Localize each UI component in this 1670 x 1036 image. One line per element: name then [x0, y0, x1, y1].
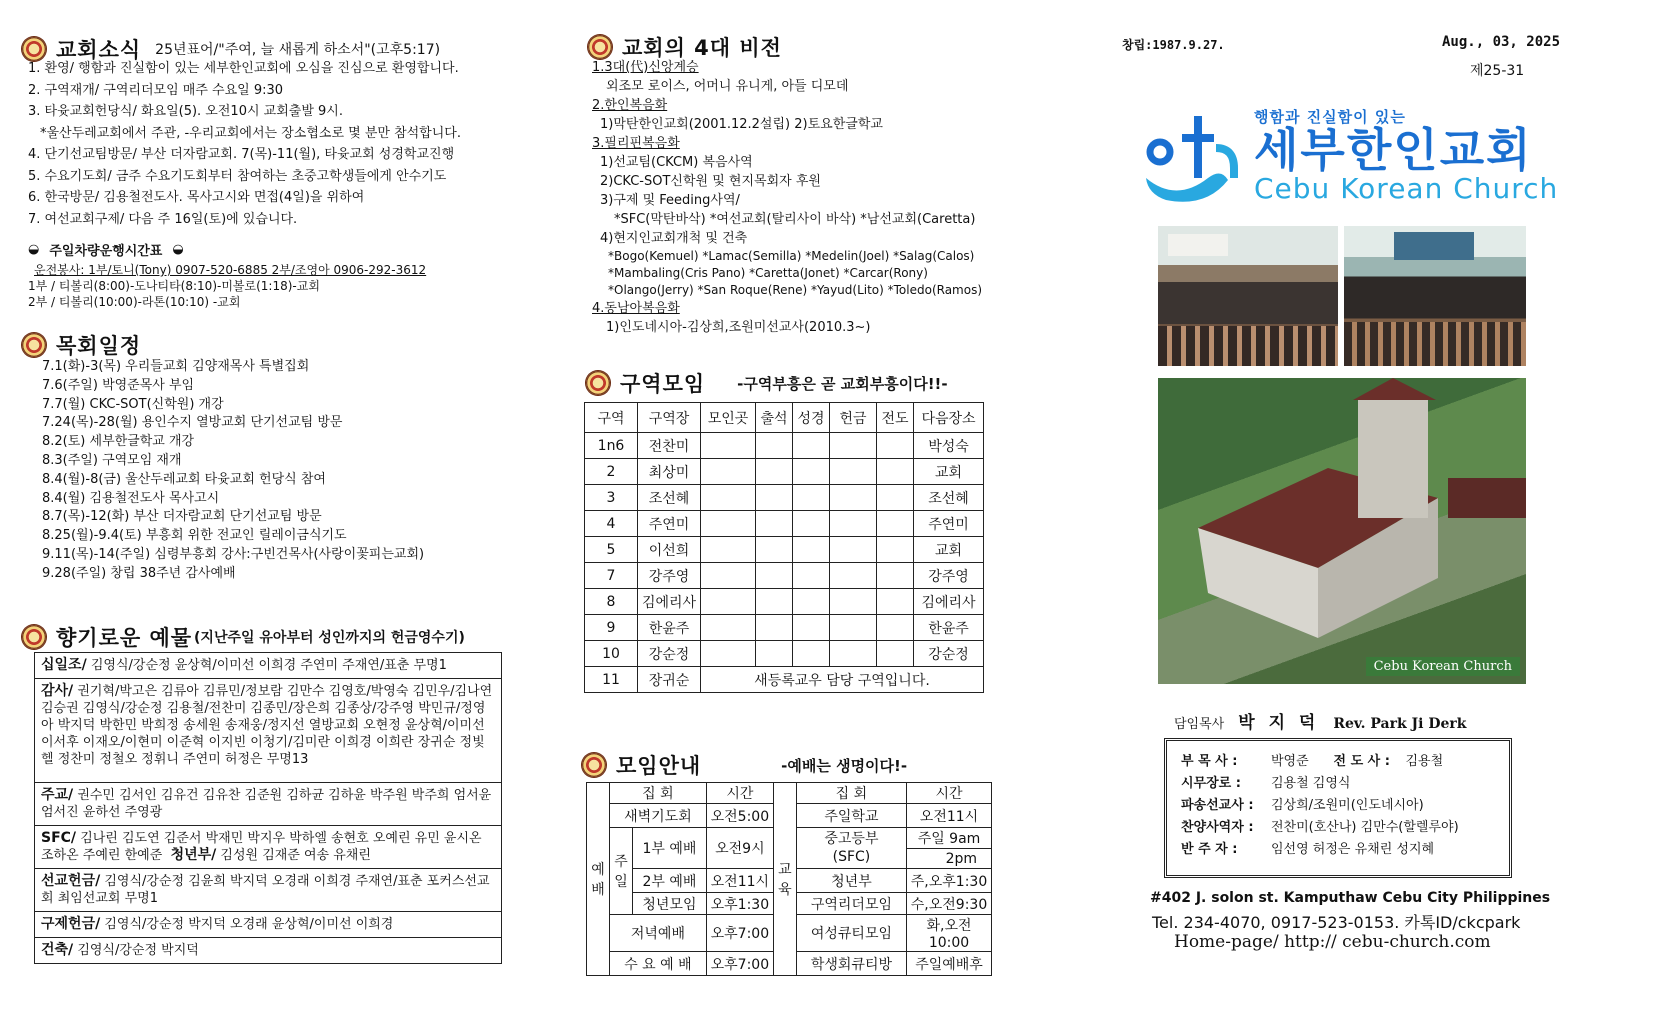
meeting-name: 2부 예배: [633, 869, 707, 893]
table-row: [35, 783, 502, 826]
table-row: [585, 537, 984, 563]
group-next-place: 교회: [914, 537, 984, 563]
logo-tagline: 행함과 진실함이 있는: [1254, 108, 1406, 126]
list-item: 7.7(월) CKC-SOT(신학원) 개강: [42, 396, 224, 412]
staff-role: 전 도 사 :: [1333, 754, 1390, 769]
meeting-name: 중고등부 (SFC): [796, 828, 906, 869]
group-next-place: 교회: [914, 459, 984, 485]
staff-row: [1181, 795, 1495, 817]
column-header: 구역장: [638, 403, 701, 433]
issue-date: Aug., 03, 2025: [1442, 34, 1561, 50]
group-leader: 이선희: [638, 537, 701, 563]
staff-name: 박영준: [1271, 754, 1309, 769]
pastor-label: 담임목사: [1174, 717, 1225, 732]
list-item: 8.4(월) 김용철전도사 목사고시: [42, 490, 220, 506]
meeting-time: 오후7:00: [706, 952, 773, 976]
meeting-name: 새벽기도회: [610, 804, 707, 828]
meeting-name: 저녁예배: [610, 915, 707, 952]
meeting-time: 주일 9am: [907, 828, 992, 849]
list-item: 9.11(목)-14(주일) 심령부흥회 강사:구빈건목사(사랑이꽃피는교회): [42, 546, 425, 562]
column-header: 모인곳: [701, 403, 756, 433]
staff-row: [1181, 817, 1495, 839]
photo-detail: [1394, 232, 1474, 260]
meetings-slogan: -예배는 생명이다!-: [781, 756, 908, 775]
meeting-time: 오후7:00: [706, 915, 773, 952]
group-next-place: 주연미: [914, 511, 984, 537]
meeting-name: 수 요 예 배: [610, 952, 707, 976]
vision-sub: *Olango(Jerry) *San Roque(Rene) *Yayud(Lito) *Toledo(Ramos): [608, 283, 983, 297]
staff-role: 파송선교사 :: [1181, 798, 1254, 813]
meeting-name: 1부 예배: [633, 828, 707, 869]
column-header: 집 회: [610, 783, 707, 804]
meetings-title: 모임안내: [616, 754, 702, 778]
column-header: 집 회: [796, 783, 906, 804]
staff-name: 김상희/조원미(인도네시아): [1271, 798, 1424, 813]
group-leader: 전찬미: [638, 433, 701, 459]
bus-route-2: 2부 / 티볼리(10:00)-라톤(10:10) -교회: [28, 295, 241, 309]
meeting-name: 청년부: [796, 869, 906, 893]
pastor-line: [1174, 708, 1466, 733]
bus-title: 주일차량운행시간표: [49, 244, 163, 259]
offering-label: 구제헌금/: [41, 916, 101, 932]
logo-name-en: Cebu Korean Church: [1254, 172, 1559, 205]
vision-head: 2.한인복음화: [592, 98, 668, 113]
column-header: 시간: [907, 783, 992, 804]
offering-names: 김성원 김재준 여송 유채린: [220, 848, 371, 863]
staff-row: [1181, 751, 1495, 773]
bus-header: [28, 240, 184, 259]
homepage-link[interactable]: Home-page/ http:// cebu-church.com: [1174, 932, 1491, 952]
column-header: 출석: [756, 403, 793, 433]
table-row: [35, 869, 502, 912]
medal-icon: [588, 35, 612, 59]
group-leader: 강순정: [638, 641, 701, 667]
group-note: 새등록교우 담당 구역입니다.: [701, 667, 984, 693]
vision-sub: *SFC(막탄바삭) *여선교회(탈리사이 바삭) *남선교회(Caretta): [614, 212, 976, 227]
bus-route-1: 1부 / 티볼리(8:00)-도나티타(8:10)-미볼로(1:18)-교회: [28, 279, 320, 293]
vision-sub: 외조모 로이스, 어머니 유니게, 아들 디모데: [606, 79, 849, 94]
list-item: 7.6(주일) 박영준목사 부임: [42, 377, 195, 393]
offering-label: 청년부/: [170, 847, 217, 863]
vision-sub: 4)현지인교회개척 및 건축: [600, 231, 748, 246]
vision-sub: 1)선교팀(CKCM) 복음사역: [600, 155, 753, 170]
staff-name: 전찬미(호산나) 김만수(할렐루야): [1271, 820, 1459, 835]
list-item: 9.28(주일) 창립 38주년 감사예배: [42, 565, 236, 581]
offering-table: [34, 652, 502, 964]
group-number: 1n6: [585, 433, 638, 459]
vision-head: 4.동남아복음화: [592, 301, 680, 316]
table-row: [585, 641, 984, 667]
vision-title: 교회의 4대 비전: [622, 36, 782, 60]
table-row: [585, 589, 984, 615]
meeting-time: 오전5:00: [706, 804, 773, 828]
offering-names: 권기혁/박고은 김류아 김류민/정보람 김만수 김영호/박영숙 김민우/김나연 김승권 김영식/강순정 김용철/전찬미 김종민/장은희 김종상/강주영 박민규/정영아 박지덕 박한민 박희정 송세원 송재웅/정지선 열방교회 오현정 윤상혁/이미선 이서후 이재오/이현미 이준혁 이지빈 이청기/김미란 이희경 이희란 장귀순 정빛헬 정찬미 정철오 정휘니 주연미 허정은 무명13: [41, 684, 493, 767]
founded-date: 창립:1987.9.27.: [1122, 38, 1225, 52]
meeting-time: 오전9시: [706, 828, 773, 869]
staff-name: 임선영 허정은 유채린 성지혜: [1271, 842, 1435, 857]
table-row: [585, 485, 984, 511]
list-item: *울산두레교회에서 주관, -우리교회에서는 장소협소로 몇 분만 참석합니다.: [40, 125, 461, 141]
offering-label: SFC/: [41, 830, 77, 846]
group-leader: 한윤주: [638, 615, 701, 641]
staff-role: 시무장로 :: [1181, 776, 1241, 791]
offering-label: 선교헌금/: [41, 873, 101, 889]
meeting-time: 2pm: [907, 849, 992, 869]
vision-sub: *Bogo(Kemuel) *Lamac(Semilla) *Medelin(Joel) *Salag(Calos): [608, 249, 975, 263]
logo-name-ko: 세부한인교회: [1254, 123, 1533, 177]
diamond-icon: ◒: [28, 242, 40, 257]
groups-title: 구역모임: [620, 372, 706, 396]
vision-head: 3.필리핀복음화: [592, 136, 680, 151]
group-number: 11: [585, 667, 638, 693]
group-number: 2: [585, 459, 638, 485]
group-leader: 장귀순: [638, 667, 701, 693]
meeting-time: 오전11시: [907, 804, 992, 828]
column-header: 헌금: [830, 403, 877, 433]
list-item: 8.3(주일) 구역모임 재개: [42, 452, 182, 468]
vision-head: 1.3대(代)신앙계승: [592, 60, 699, 75]
list-item: 5. 수요기도회/ 금주 수요기도회부터 참여하는 초중고학생들에게 안수기도: [28, 168, 447, 184]
meeting-name: 주일학교: [796, 804, 906, 828]
offering-label: 감사/: [41, 683, 74, 699]
pastor-rev: Rev. Park Ji Derk: [1333, 716, 1467, 732]
table-row: [35, 653, 502, 679]
news-list: [28, 58, 538, 230]
issue-number: 제25-31: [1470, 63, 1525, 79]
table-row: [585, 433, 984, 459]
church-building-photo: [1158, 378, 1526, 684]
church-logo-icon: [1136, 108, 1256, 208]
offering-label: 주교/: [41, 787, 74, 803]
photo-detail: [1344, 322, 1526, 366]
photo-caption: Cebu Korean Church: [1366, 657, 1520, 676]
offering-names: 김영식/강순정 김윤희 박지덕 오경래 이희경 주재연/표춘 포커스선교회 최임선교회 무명1: [41, 874, 490, 906]
table-row: [35, 679, 502, 783]
group-number: 5: [585, 537, 638, 563]
staff-name: 김용철: [1405, 754, 1444, 769]
table-row: [585, 459, 984, 485]
bus-drivers: 운전봉사: 1부/토니(Tony) 0907-520-6885 2부/조영아 0906-292-3612: [34, 263, 427, 277]
vision-sub: 2)CKC-SOT신학원 및 현지목회자 후원: [600, 174, 821, 189]
schedule-list: [42, 358, 424, 584]
offering-subtitle: (지난주일 유아부터 성인까지의 헌금영수기): [194, 630, 465, 646]
news-title: 교회소식: [56, 38, 142, 62]
vision-sub: 1)인도네시아-김상희,조원미선교사(2010.3~): [606, 320, 871, 335]
vision-sub: 3)구제 및 Feeding사역/: [600, 193, 740, 208]
table-row: [35, 826, 502, 869]
staff-role: 찬양사역자 :: [1181, 820, 1254, 835]
staff-role: 반 주 자 :: [1181, 842, 1238, 857]
group-number: 7: [585, 563, 638, 589]
column-header: 구역: [585, 403, 638, 433]
group-leader: 주연미: [638, 511, 701, 537]
photo-detail: [1168, 234, 1228, 256]
table-header-row: [587, 783, 992, 804]
meeting-time: 오후1:30: [706, 893, 773, 915]
list-item: 6. 한국방문/ 김용철전도사. 목사고시와 면접(4일)을 위하여: [28, 190, 365, 205]
group-leader: 김에리사: [638, 589, 701, 615]
staff-row: [1181, 839, 1495, 861]
list-item: 2. 구역재개/ 구역리더모임 매주 수요일 9:30: [28, 82, 284, 98]
meeting-time: 수,오전9:30: [907, 893, 992, 915]
group-next-place: 조선혜: [914, 485, 984, 511]
vision-list: [592, 58, 1012, 337]
list-item: 7. 여선교회구제/ 다음 주 16일(토)에 있습니다.: [28, 211, 298, 227]
meeting-name: 청년모임: [633, 893, 707, 915]
table-row: [35, 938, 502, 964]
group-leader: 강주영: [638, 563, 701, 589]
table-row: [585, 615, 984, 641]
column-header: 성경: [793, 403, 830, 433]
news-subtitle: 25년표어/"주여, 늘 새롭게 하소서"(고후5:17): [155, 42, 441, 58]
offering-title: 향기로운 예물: [56, 626, 193, 650]
group-number: 4: [585, 511, 638, 537]
photo-detail: [1158, 326, 1338, 366]
meetings-table: [586, 782, 992, 976]
table-row: [585, 667, 984, 693]
meeting-time: 주일예배후: [907, 952, 992, 976]
list-item: 8.25(월)-9.4(토) 부흥회 위한 전교인 릴레이금식기도: [42, 528, 347, 544]
group-next-place: 박성숙: [914, 433, 984, 459]
list-item: 8.7(목)-12(화) 부산 더자람교회 단기선교팀 방문: [42, 509, 322, 525]
offering-names: 김영식/강순정 박지덕: [77, 943, 199, 958]
list-item: 4. 단기선교팀방문/ 부산 더자람교회. 7(목)-11(월), 타윳교회 성경학교진행: [28, 147, 455, 162]
list-item: 8.2(토) 세부한글학교 개강: [42, 434, 195, 450]
group-next-place: 강순정: [914, 641, 984, 667]
worship-label: 예배: [587, 783, 610, 976]
offering-names: 김나린 김도연 김준서 박재민 박지우 박하엘 송현호 오예린 유민 윤시온 조하온 주예린 한예준: [41, 831, 482, 863]
groups-slogan: -구역부흥은 곧 교회부흥이다!!-: [737, 374, 948, 393]
group-number: 10: [585, 641, 638, 667]
group-number: 3: [585, 485, 638, 511]
schedule-title: 목회일정: [56, 334, 142, 358]
bus-info: [28, 262, 426, 310]
medal-icon: [22, 625, 46, 649]
offering-names: 김영식/강순정 박지덕 오경래 윤상혁/이미선 이희경: [104, 917, 394, 932]
column-header: 전도: [877, 403, 914, 433]
congregation-photo-2: [1344, 226, 1526, 366]
table-row: [585, 511, 984, 537]
list-item: 1. 환영/ 행함과 진실함이 있는 세부한인교회에 오심을 진심으로 환영합니다.: [28, 61, 459, 76]
vision-sub: 1)막탄한인교회(2001.12.2설립) 2)토요한글학교: [600, 117, 883, 132]
group-leader: 최상미: [638, 459, 701, 485]
offering-names: 김영식/강순정 윤상혁/이미선 이희경 주연미 주재연/표춘 무명1: [90, 658, 447, 673]
group-leader: 조선혜: [638, 485, 701, 511]
column-header: 다음장소: [914, 403, 984, 433]
group-number: 9: [585, 615, 638, 641]
staff-name: 김용철 김영식: [1271, 776, 1351, 791]
offering-names: 권수민 김서인 김유건 김유찬 김준원 김하균 김하윤 박주원 박주희 엄서윤 엄서진 윤하선 주영광: [41, 788, 492, 820]
column-header: 시간: [706, 783, 773, 804]
group-number: 8: [585, 589, 638, 615]
groups-header: [586, 368, 948, 398]
meetings-header: [582, 750, 907, 780]
edu-label: 교육: [773, 783, 796, 976]
meeting-time: 주,오후1:30: [907, 869, 992, 893]
schedule-header: [22, 330, 141, 360]
offering-header: [22, 622, 465, 652]
list-item: 7.1(화)-3(목) 우리들교회 김양재목사 특별집회: [42, 359, 310, 374]
list-item: 7.24(목)-28(월) 용인수지 열방교회 단기선교팀 방문: [42, 415, 343, 431]
medal-icon: [22, 333, 46, 357]
vision-sub: *Mambaling(Cris Pano) *Caretta(Jonet) *Carcar(Rony): [608, 266, 928, 280]
offering-label: 건축/: [41, 942, 74, 958]
address: #402 J. solon st. Kamputhaw Cebu City Philippines: [1150, 890, 1551, 906]
table-header-row: [585, 403, 984, 433]
pastor-name: 박 지 덕: [1238, 713, 1320, 733]
sunday-label: 주일: [610, 828, 633, 915]
staff-row: [1181, 773, 1495, 795]
group-next-place: 강주영: [914, 563, 984, 589]
meeting-name: 구역리더모임: [796, 893, 906, 915]
medal-icon: [582, 753, 606, 777]
meeting-time: 화,오전10:00: [907, 915, 992, 952]
groups-table: [584, 402, 984, 693]
congregation-photo-1: [1158, 226, 1338, 366]
staff-role: 부 목 사 :: [1181, 754, 1238, 769]
table-row: [585, 563, 984, 589]
staff-box: [1164, 738, 1512, 878]
table-row: [35, 912, 502, 938]
list-item: 8.4(월)-8(금) 울산두레교회 타윳교회 헌당식 참여: [42, 471, 326, 487]
list-item: 3. 타윳교회헌당식/ 화요일(5). 오전10시 교회출발 9시.: [28, 104, 343, 119]
meeting-name: 학생회큐티방: [796, 952, 906, 976]
meeting-name: 여성큐티모임: [796, 915, 906, 952]
group-next-place: 한윤주: [914, 615, 984, 641]
medal-icon: [586, 371, 610, 395]
meeting-time: 오전11시: [706, 869, 773, 893]
diamond-icon: ◒: [172, 242, 184, 257]
phone: Tel. 234-4070, 0917-523-0153. 카톡ID/ckcpark: [1152, 913, 1521, 932]
offering-label: 십일조/: [41, 657, 87, 673]
group-next-place: 김에리사: [914, 589, 984, 615]
